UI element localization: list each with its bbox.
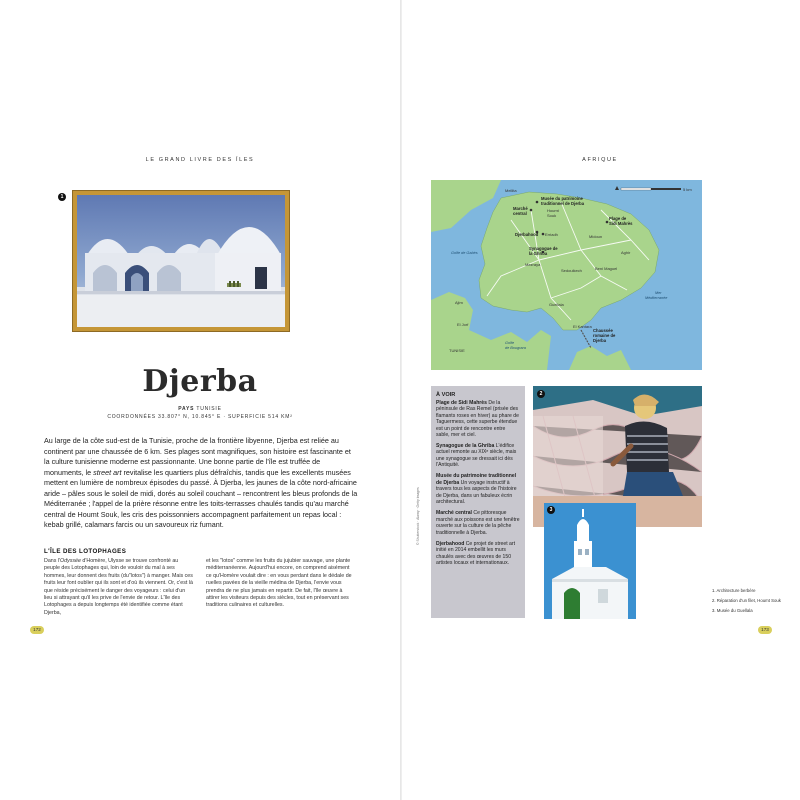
running-head: LE GRAND LIVRE DES ÎLES: [145, 157, 255, 163]
intro-part-1: Au large de la côte sud-est de la Tunisie, proche de la frontière libyenne, Djerba est reliée au continent par une chaussée de 6 km. Ses plages sont magnifiques, son histoire est fascinante et la culture tunisienne moderne est passionnante. Une bonne partie de l'île est truffée de monuments, le: [44, 436, 351, 477]
voir-item: Marché central Ce pittoresque marché aux poissons est une fenêtre ouverte sur la culture de la pêche traditionnelle à Djerba.: [436, 510, 520, 536]
svg-text:Marché: Marché: [513, 206, 528, 211]
page-title: Djerba: [142, 364, 258, 399]
mosque-illustration: [544, 503, 636, 619]
svg-text:Djerba: Djerba: [593, 338, 607, 343]
svg-text:Synagogue de: Synagogue de: [529, 246, 558, 251]
svg-text:romaine de: romaine de: [593, 333, 616, 338]
photo-number-badge-3: 3: [547, 506, 555, 514]
caption-1: 1. Architecture berbère: [712, 588, 756, 593]
svg-text:Mezraya: Mezraya: [525, 262, 541, 267]
country-value: TUNISIE: [196, 406, 222, 412]
svg-text:El Kantara: El Kantara: [573, 324, 592, 329]
svg-text:Sidi Mahrès: Sidi Mahrès: [609, 221, 633, 226]
country-line: [0, 406, 400, 412]
photo-white-mosque: [544, 503, 636, 619]
folio-left: 172: [30, 626, 44, 634]
a-voir-title: À VOIR: [436, 392, 456, 398]
column-left: [44, 558, 194, 617]
country-label: PAYS: [178, 406, 195, 412]
caption-2: 2. Réparation d'un filet, Houmt Souk: [712, 598, 781, 604]
photo-number-badge: 1: [58, 193, 66, 201]
svg-text:Ajim: Ajim: [455, 300, 463, 305]
svg-text:El Jorf: El Jorf: [457, 322, 469, 327]
intro-emphasis: street art: [93, 467, 122, 477]
svg-text:Mellita: Mellita: [505, 188, 517, 193]
svg-text:Chaussée: Chaussée: [593, 328, 613, 333]
svg-text:Aghir: Aghir: [621, 250, 631, 255]
caption-3: 3. Musée du Guellala: [712, 608, 753, 614]
col1-emphasis: Odyssée: [60, 558, 81, 564]
svg-text:5 km: 5 km: [683, 187, 692, 192]
col1-part-b: d'Homère, Ulysse se trouve confronté au peuple des Lotophages qui, loin de vouloir du mal à ses hommes, leur donnent des fruits (du"lotos") à manger. Mais ces fruits leur font oublier qui ils sont et d'où ils viennent. Or, c'est là que réside précisément le danger des voyageurs : celui d'un lieu si attrayant qu'il les prive de l'envie de retour. L'île des Lotophages a depuis longtemps été identifiée comme étant Djerba,: [44, 558, 193, 616]
intro-paragraph: [44, 436, 358, 531]
svg-text:Djerbahood: Djerbahood: [515, 232, 539, 237]
painting-frame: [72, 190, 290, 332]
svg-text:de Bougrara: de Bougrara: [505, 346, 526, 350]
column-right: et les "lotos" comme les fruits du jujubier sauvage, une plante méditerranéenne. Aujourd'hui encore, on comprend aisément ce qu'Homère voulait dire : en vous perdant dans le dédale de ruelles pavées de la vieille médina de Djerba, l'envie vous prendra de ne plus jamais en repartir. De fait, l'île œuvre à attirer les visiteurs depuis des siècles, tout en préservant ses traditions culinaires et culturelles.: [206, 558, 352, 609]
voir-item: Djerbahood Ce projet de street art initié en 2014 embellit les murs chaulés avec des œuvres de 150 artistes locaux et internationaux.: [436, 540, 515, 567]
photo-credit: © Shutterstock · Alamy · Getty Images: [416, 487, 420, 545]
svg-text:Musée du patrimoine: Musée du patrimoine: [541, 196, 583, 201]
svg-text:Plage de: Plage de: [609, 216, 627, 221]
voir-item: Musée du patrimoine traditionnel de Djerba Un voyage instructif à travers tous les aspects de l'histoire de Djerba, dans un fabuleux écrin architectural.: [436, 473, 517, 506]
running-head-right: AFRIQUE: [582, 157, 618, 163]
painting-berber-architecture: [77, 195, 285, 327]
svg-text:TUNISIE: TUNISIE: [449, 348, 465, 353]
map-drawing: [431, 180, 702, 370]
svg-text:Méditerranée: Méditerranée: [645, 296, 668, 300]
island-map: [431, 180, 702, 370]
svg-text:Guellala: Guellala: [549, 302, 564, 307]
svg-text:traditionnel de Djerba: traditionnel de Djerba: [541, 201, 585, 206]
svg-text:Sedouikech: Sedouikech: [561, 268, 582, 273]
col1-part-a: Dans l': [44, 558, 61, 564]
svg-text:Erriadh: Erriadh: [545, 232, 558, 237]
svg-text:Souk: Souk: [547, 213, 557, 218]
folio-right: 173: [758, 626, 772, 634]
a-voir-box: [431, 386, 525, 618]
voir-item: Synagogue de la Ghriba L'édifice actuel remonte au XIXᵉ siècle, mais une synagogue se dressait ici dès l'Antiquité.: [436, 442, 517, 469]
photo-captions: [712, 588, 782, 619]
svg-text:central: central: [513, 211, 527, 216]
svg-text:Golfe: Golfe: [505, 341, 515, 345]
svg-text:la Ghriba: la Ghriba: [529, 251, 548, 256]
scale-bar: [615, 186, 692, 192]
svg-text:Beni Maguel: Beni Maguel: [595, 266, 618, 271]
svg-text:Golfe de Gabès: Golfe de Gabès: [451, 251, 478, 255]
coordinates-line: COORDONNÉES 33.807° N, 10.845° E · SUPERFICIE 514 KM²: [107, 414, 293, 420]
intro-part-2: revitalise les quartiers plus défraîchis, tandis que les excellents musées mettent en lumière de nombreux épisodes du passé. À Djerba, les jaunes de la côte nord-africaine aride – pâles sous le soleil de midi, dorés au soleil couchant – rencontrent les bleus profonds de la Méditerranée ; l'appel de la prière résonne entre les toits-terrasses chaulés tandis qu'au marché central de Houmt Souk, les cris des poissonniers accompagnent parfaitement un repas local : kebab grillé, calamars farcis ou un savoureux riz fumant.: [44, 467, 358, 529]
section-heading: L'ÎLE DES LOTOPHAGES: [44, 548, 127, 555]
svg-text:Houmt: Houmt: [547, 208, 559, 213]
photo-number-badge-2: 2: [537, 390, 545, 398]
voir-item: Plage de Sidi Mahrès De la péninsule de Ras Remel (prisée des flamants roses en hiver) au phare de Taguermess, cette superbe étendue est un point de rencontre entre sable, mer et ciel.: [436, 399, 519, 438]
svg-text:Mer: Mer: [655, 291, 662, 295]
svg-text:Midoun: Midoun: [589, 234, 603, 239]
